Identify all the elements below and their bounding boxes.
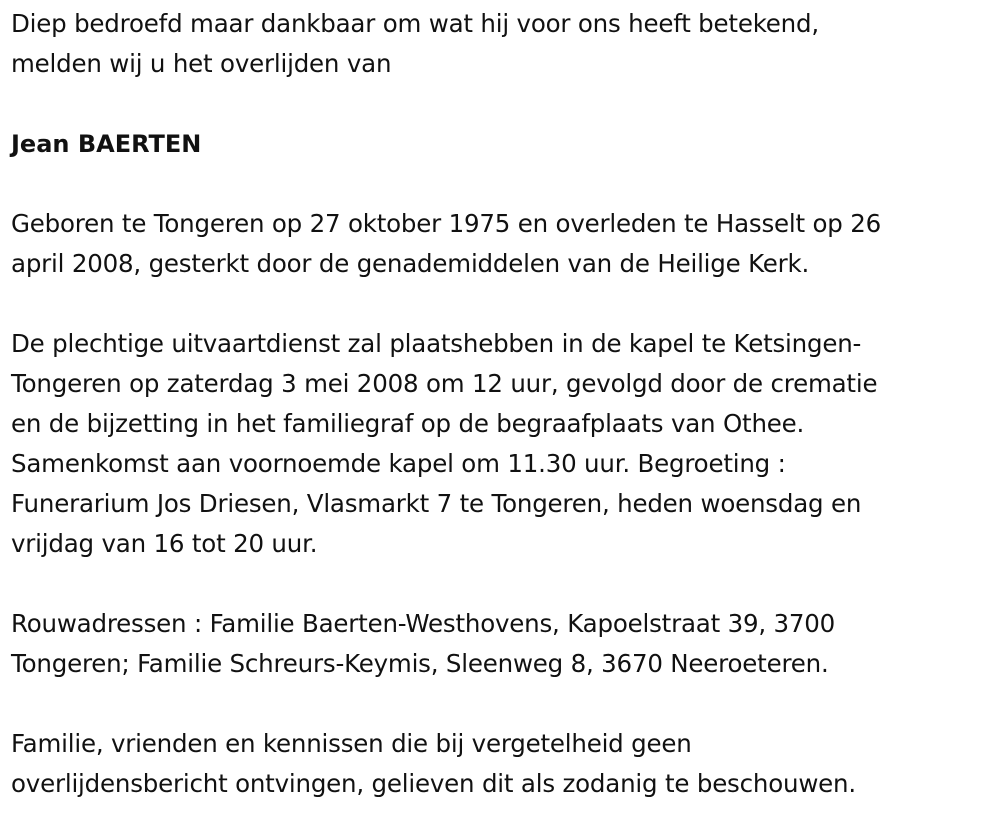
addresses-line-2: Tongeren; Familie Schreurs-Keymis, Sleenweg 8, 3670 Neeroeteren. xyxy=(11,649,829,678)
service-paragraph xyxy=(11,324,996,564)
paragraph-spacer xyxy=(11,84,996,124)
closing-paragraph xyxy=(11,724,996,804)
intro-line-1: Diep bedroefd maar dankbaar om wat hij voor ons heeft betekend, xyxy=(11,9,819,38)
birth-death-line-1: Geboren te Tongeren op 27 oktober 1975 en overleden te Hasselt op 26 xyxy=(11,209,882,238)
deceased-name: Jean BAERTEN xyxy=(11,130,202,158)
death-notice xyxy=(11,4,996,804)
service-line-3: en de bijzetting in het familiegraf op de begraafplaats van Othee. xyxy=(11,409,805,438)
service-line-4: Samenkomst aan voornoemde kapel om 11.30 uur. Begroeting : xyxy=(11,449,786,478)
intro-paragraph xyxy=(11,4,996,84)
birth-death-paragraph xyxy=(11,204,996,284)
paragraph-spacer xyxy=(11,564,996,604)
addresses-line-1: Rouwadressen : Familie Baerten-Westhovens, Kapoelstraat 39, 3700 xyxy=(11,609,836,638)
paragraph-spacer xyxy=(11,164,996,204)
addresses-paragraph xyxy=(11,604,996,684)
service-line-1: De plechtige uitvaartdienst zal plaatshebben in de kapel te Ketsingen- xyxy=(11,329,862,358)
intro-line-2: melden wij u het overlijden van xyxy=(11,49,392,78)
birth-death-line-2: april 2008, gesterkt door de genademiddelen van de Heilige Kerk. xyxy=(11,249,810,278)
closing-line-1: Familie, vrienden en kennissen die bij vergetelheid geen xyxy=(11,729,692,758)
service-line-6: vrijdag van 16 tot 20 uur. xyxy=(11,529,318,558)
service-line-5: Funerarium Jos Driesen, Vlasmarkt 7 te Tongeren, heden woensdag en xyxy=(11,489,862,518)
paragraph-spacer xyxy=(11,684,996,724)
closing-line-2: overlijdensbericht ontvingen, gelieven dit als zodanig te beschouwen. xyxy=(11,769,856,798)
paragraph-spacer xyxy=(11,284,996,324)
service-line-2: Tongeren op zaterdag 3 mei 2008 om 12 uur, gevolgd door de crematie xyxy=(11,369,878,398)
